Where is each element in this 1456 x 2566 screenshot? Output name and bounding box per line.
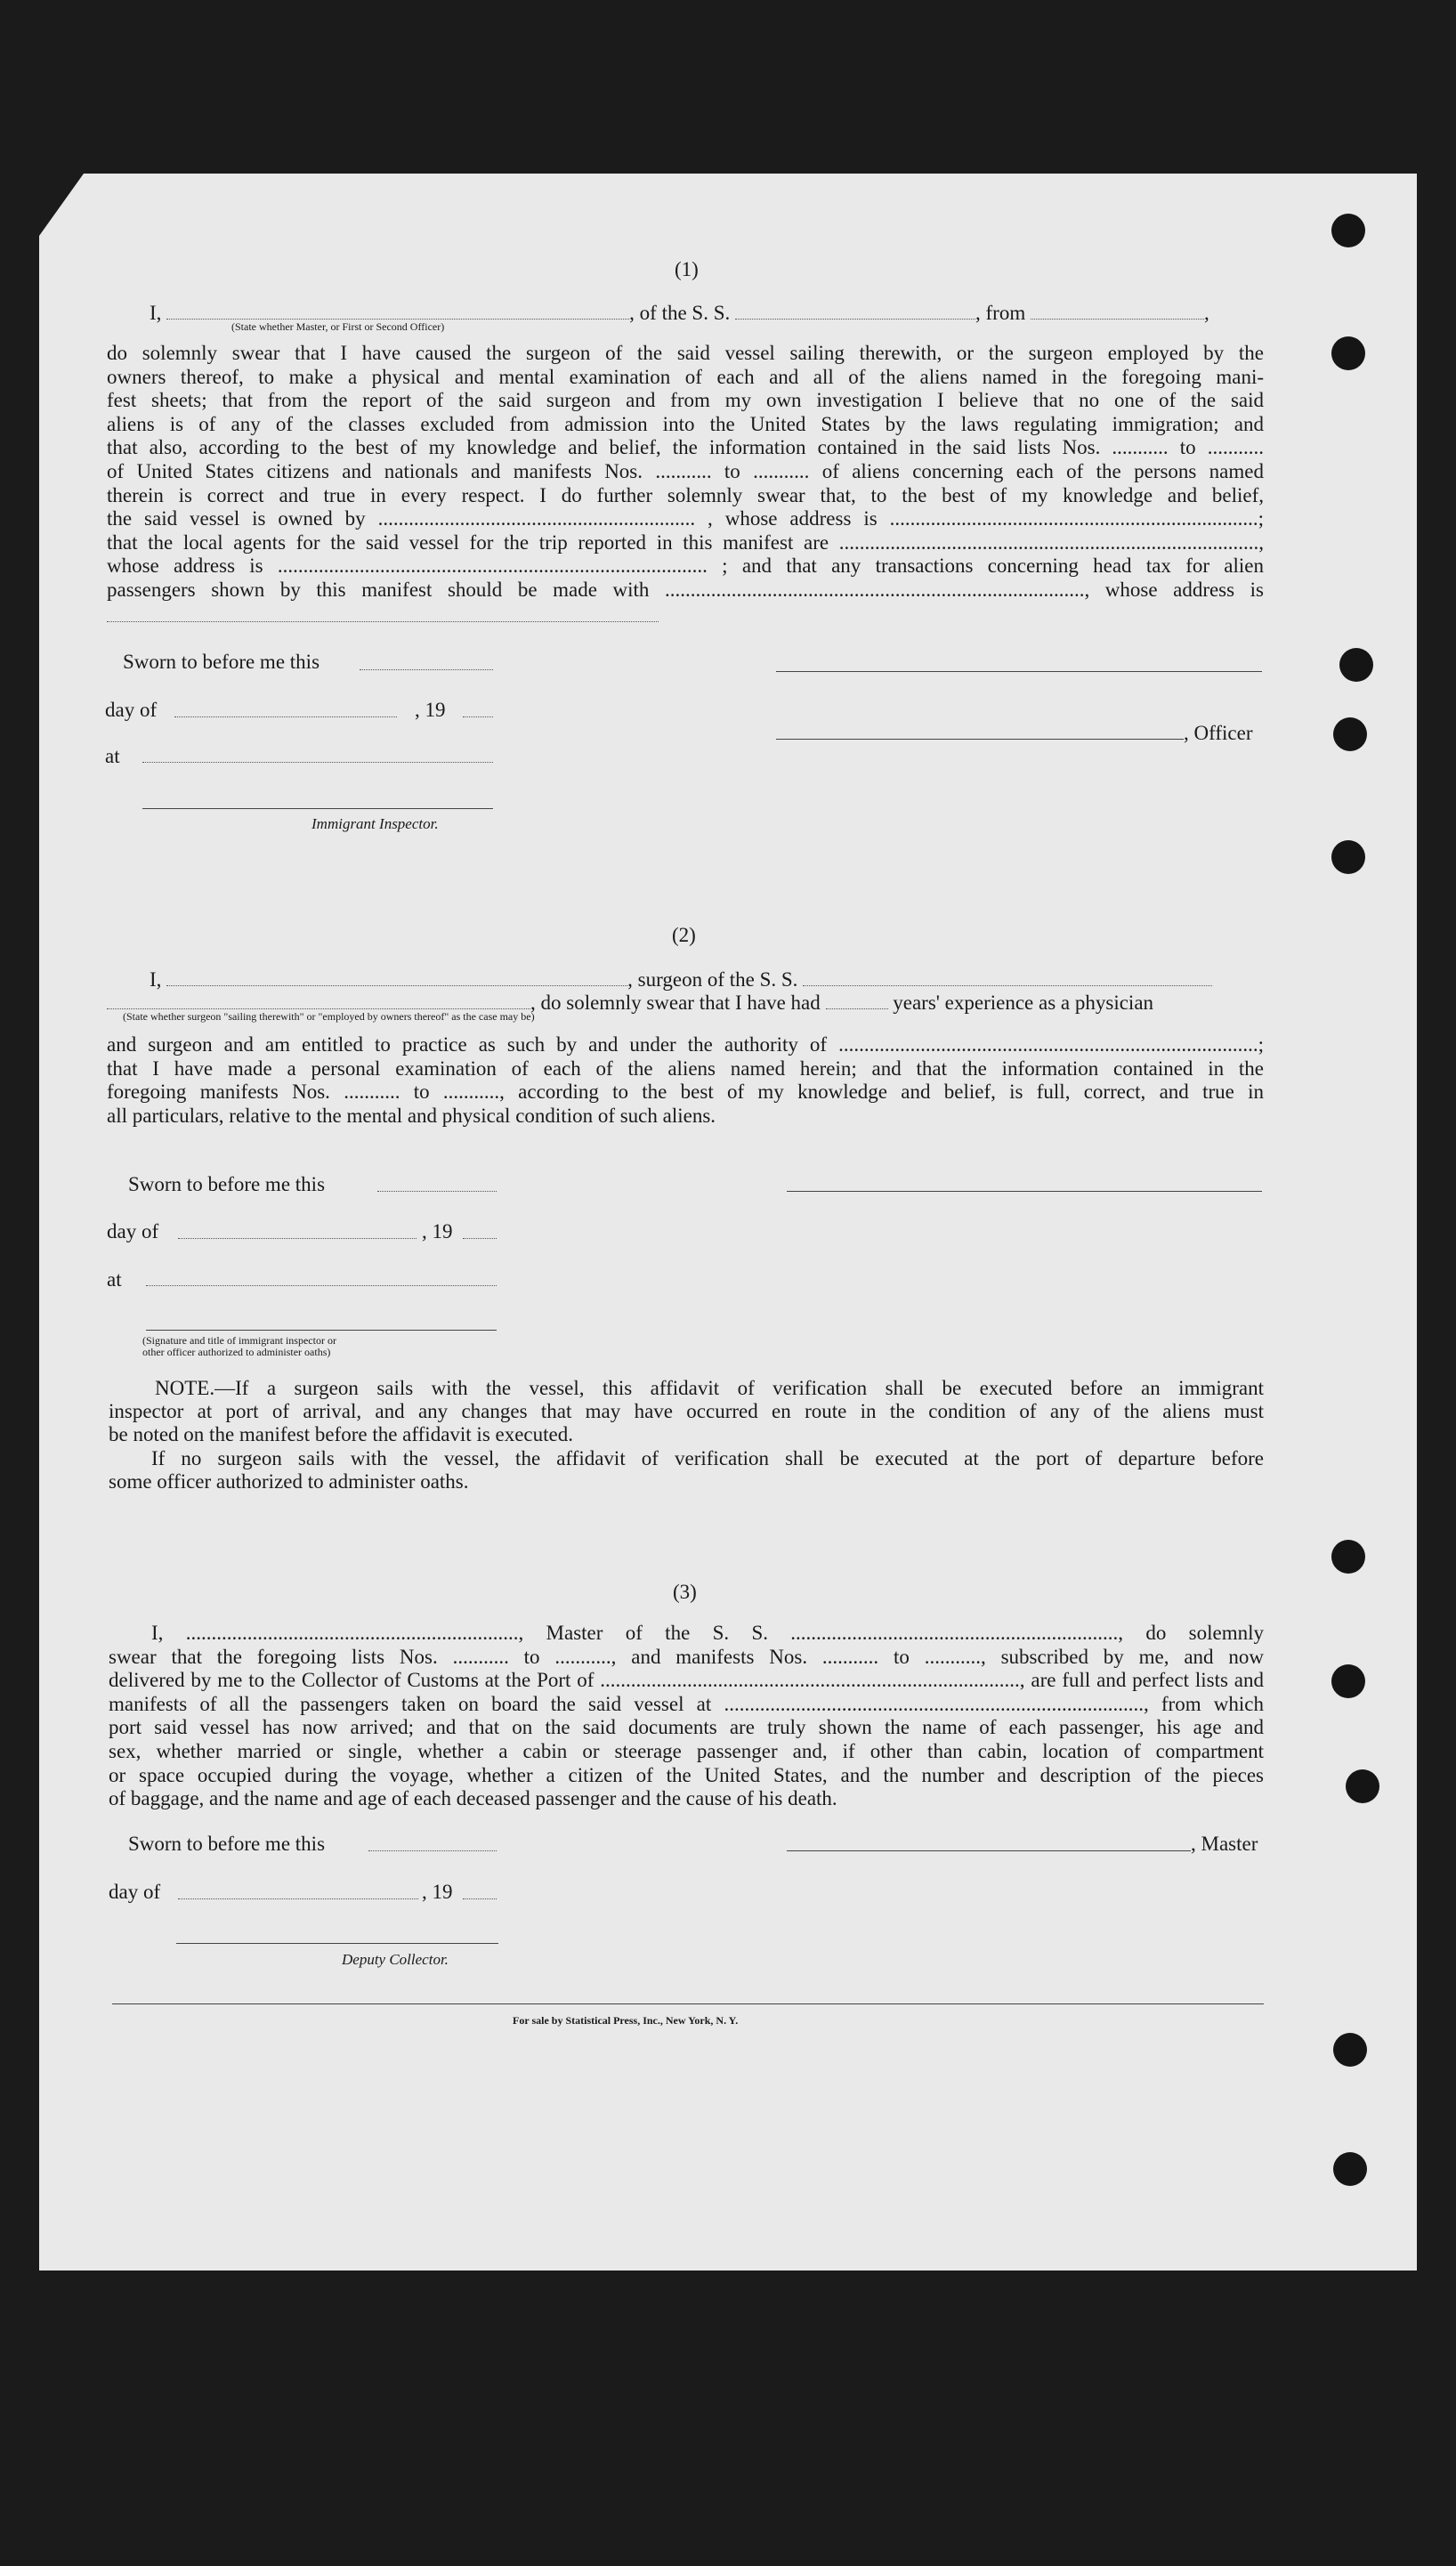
punch-hole: [1333, 2152, 1367, 2186]
oath-pronoun: I,: [150, 302, 162, 324]
section-number: (2): [672, 924, 696, 946]
section-number: (1): [675, 258, 699, 280]
surgeon-status-caption: (State whether surgeon "sailing therewith" or "employed by owners thereof" as the case may be): [123, 1010, 535, 1023]
surgeon-signature-line[interactable]: [787, 1191, 1262, 1192]
officer-name-blank[interactable]: [166, 303, 629, 320]
sworn-date-blank[interactable]: [377, 1191, 497, 1192]
section-number: (3): [673, 1581, 697, 1603]
line-comma: ,: [1203, 302, 1209, 324]
surgeon-status-blank[interactable]: [107, 992, 530, 1009]
oath-pronoun: I,: [150, 968, 162, 991]
surgeon-oath-paragraph: [107, 1033, 1264, 1128]
sworn-label: Sworn to before me this: [128, 1173, 326, 1195]
oath-line: therein is correct and true in every respect. I do further solemnly swear that, to the best of my knowledge and belief,: [107, 483, 1264, 506]
oath-line: that I have made a personal examination of each of the aliens named herein; and that the information contained in the: [107, 1056, 1264, 1080]
punch-hole: [1333, 717, 1367, 751]
surgeon-note: [109, 1377, 1264, 1446]
oath-line: the said vessel is owned by .............................................................. , whose address is ........................................................................;: [107, 507, 1264, 530]
inspector-caption: Immigrant Inspector.: [311, 815, 439, 832]
oath-line: aliens is of any of the classes excluded from admission into the United States by the laws regulating immigration; and: [107, 412, 1264, 435]
surgeon-name-blank[interactable]: [166, 969, 627, 986]
at-label: at: [107, 1268, 122, 1291]
years-blank[interactable]: [826, 992, 888, 1009]
punch-hole: [1346, 1769, 1379, 1803]
oath-line: port said vessel has now arrived; and that on the said documents are truly shown the name of each passenger, his age and: [109, 1716, 1264, 1739]
oath-line: passengers shown by this manifest should be made with .................................................................................., whose address is: [107, 578, 1264, 601]
punch-hole: [1331, 214, 1365, 247]
signature-caption-line: other officer authorized to administer oaths): [142, 1346, 331, 1358]
signature-caption-line: (Signature and title of immigrant inspector or: [142, 1334, 336, 1347]
inspector-signature-line[interactable]: [146, 1330, 497, 1331]
officer-label: , Officer: [1184, 722, 1253, 744]
month-blank[interactable]: [178, 1898, 418, 1899]
master-label: , Master: [1191, 1833, 1258, 1855]
oath-line: whose address is .................................................................................... ; and that any transactions concerning head tax for alien: [107, 554, 1264, 578]
officer-signature-line[interactable]: [776, 671, 1262, 672]
punch-hole: [1331, 1664, 1365, 1698]
sworn-label: Sworn to before me this: [128, 1833, 326, 1855]
from-label: , from: [975, 302, 1026, 324]
punch-hole: [1331, 840, 1365, 874]
master-signature-line[interactable]: [787, 1850, 1191, 1851]
place-blank[interactable]: [146, 1285, 497, 1286]
year-blank[interactable]: [463, 716, 493, 717]
ship-label: , of the S. S.: [629, 302, 731, 324]
year-label: , 19: [422, 1881, 453, 1903]
month-blank[interactable]: [178, 1238, 417, 1239]
physician-label: years' experience as a physician: [893, 992, 1154, 1014]
signature-caption: [142, 1334, 336, 1358]
oath-line: fest sheets; that from the report of the said surgeon and from my own investigation I believe that no one of the said: [107, 389, 1264, 412]
oath-line: swear that the foregoing lists Nos. ........... to ..........., and manifests Nos. ........... to ..........., subscribed by me, and now: [109, 1645, 1264, 1668]
collector-oath-paragraph: [109, 1622, 1264, 1811]
punch-hole: [1331, 1540, 1365, 1574]
note-line: inspector at port of arrival, and any changes that may have occurred en route in the condition of any of the aliens must: [109, 1400, 1264, 1422]
oath-line: of baggage, and the name and age of each deceased passenger and the cause of his death.: [109, 1787, 837, 1810]
oath-line: do solemnly swear that I have caused the surgeon of the said vessel sailing therewith, or the surgeon employed by the: [107, 342, 1264, 364]
role-caption: (State whether Master, or First or Second Officer): [231, 320, 445, 333]
oath-line: owners thereof, to make a physical and mental examination of each and all of the aliens named in the foregoing mani-: [107, 365, 1264, 388]
day-of-label: day of: [107, 1220, 159, 1243]
sworn-date-blank[interactable]: [360, 669, 493, 670]
punch-hole: [1333, 2033, 1367, 2067]
punch-hole: [1331, 336, 1365, 370]
sworn-label: Sworn to before me this: [123, 651, 320, 673]
oath-line: that the local agents for the said vessel for the trip reported in this manifest are ..................................................................................,: [107, 530, 1264, 554]
year-blank[interactable]: [463, 1238, 497, 1239]
surgeon-note-2: [109, 1447, 1264, 1493]
master-oath-paragraph: [107, 342, 1264, 603]
note-line: be noted on the manifest before the affidavit is executed.: [109, 1423, 573, 1445]
note-line: NOTE.—If a surgeon sails with the vessel, this affidavit of verification shall be executed before an immigrant: [155, 1377, 1264, 1399]
inspector-signature-line[interactable]: [142, 808, 493, 809]
oath-line: delivered by me to the Collector of Customs at the Port of .................................................................................., are full and perfect lists and: [109, 1669, 1264, 1692]
surgeon-line-1: [150, 967, 1212, 992]
oath-line: and surgeon and am entitled to practice as such by and under the authority of ..................................................................................;: [107, 1033, 1264, 1056]
experience-label: , do solemnly swear that I have had: [530, 992, 821, 1014]
address-blank[interactable]: [107, 621, 659, 622]
oath-line: all particulars, relative to the mental and physical condition of such aliens.: [107, 1104, 716, 1127]
oath-line: sex, whether married or single, whether a cabin or steerage passenger and, if other than cabin, location of compartment: [109, 1739, 1264, 1762]
year-blank[interactable]: [463, 1898, 497, 1899]
oath-line: of United States citizens and nationals and manifests Nos. ........... to ........... of aliens concerning each of the persons named: [107, 459, 1264, 482]
oath-line: that also, according to the best of my knowledge and belief, the information contained in the said lists Nos. ........... to ...........: [107, 436, 1264, 459]
printer-imprint: For sale by Statistical Press, Inc., New York, N. Y.: [513, 2014, 739, 2027]
note-line: some officer authorized to administer oaths.: [109, 1470, 469, 1493]
note-line: If no surgeon sails with the vessel, the affidavit of verification shall be executed at the port of departure before: [151, 1447, 1264, 1469]
oath-line: manifests of all the passengers taken on board the said vessel at .................................................................................., from which: [109, 1692, 1264, 1715]
day-of-label: day of: [109, 1881, 161, 1903]
at-label: at: [105, 745, 120, 767]
surgeon-ship-blank[interactable]: [803, 969, 1212, 986]
deputy-caption: Deputy Collector.: [342, 1951, 449, 1968]
ship-name-blank[interactable]: [735, 303, 975, 320]
oath-line: foregoing manifests Nos. ........... to ..........., according to the best of my knowledge and belief, is full, correct, and true in: [107, 1081, 1264, 1104]
year-label: , 19: [415, 699, 446, 721]
deputy-signature-line[interactable]: [176, 1943, 498, 1944]
year-label: , 19: [422, 1220, 453, 1243]
month-blank[interactable]: [174, 716, 397, 717]
punch-hole: [1339, 648, 1373, 682]
day-of-label: day of: [105, 699, 158, 721]
oath-line: or space occupied during the voyage, whether a citizen of the United States, and the number and description of the pieces: [109, 1763, 1264, 1786]
sworn-date-blank[interactable]: [368, 1850, 497, 1851]
oath-line: I, ................................................................., Master of the S. S. ................................................................, do solemnly: [151, 1622, 1264, 1644]
surgeon-ship-label: , surgeon of the S. S.: [627, 968, 798, 991]
footer-rule: [112, 2003, 1264, 2004]
place-blank[interactable]: [142, 762, 493, 763]
officer-title-line[interactable]: [776, 739, 1184, 740]
departure-port-blank[interactable]: [1031, 303, 1204, 320]
